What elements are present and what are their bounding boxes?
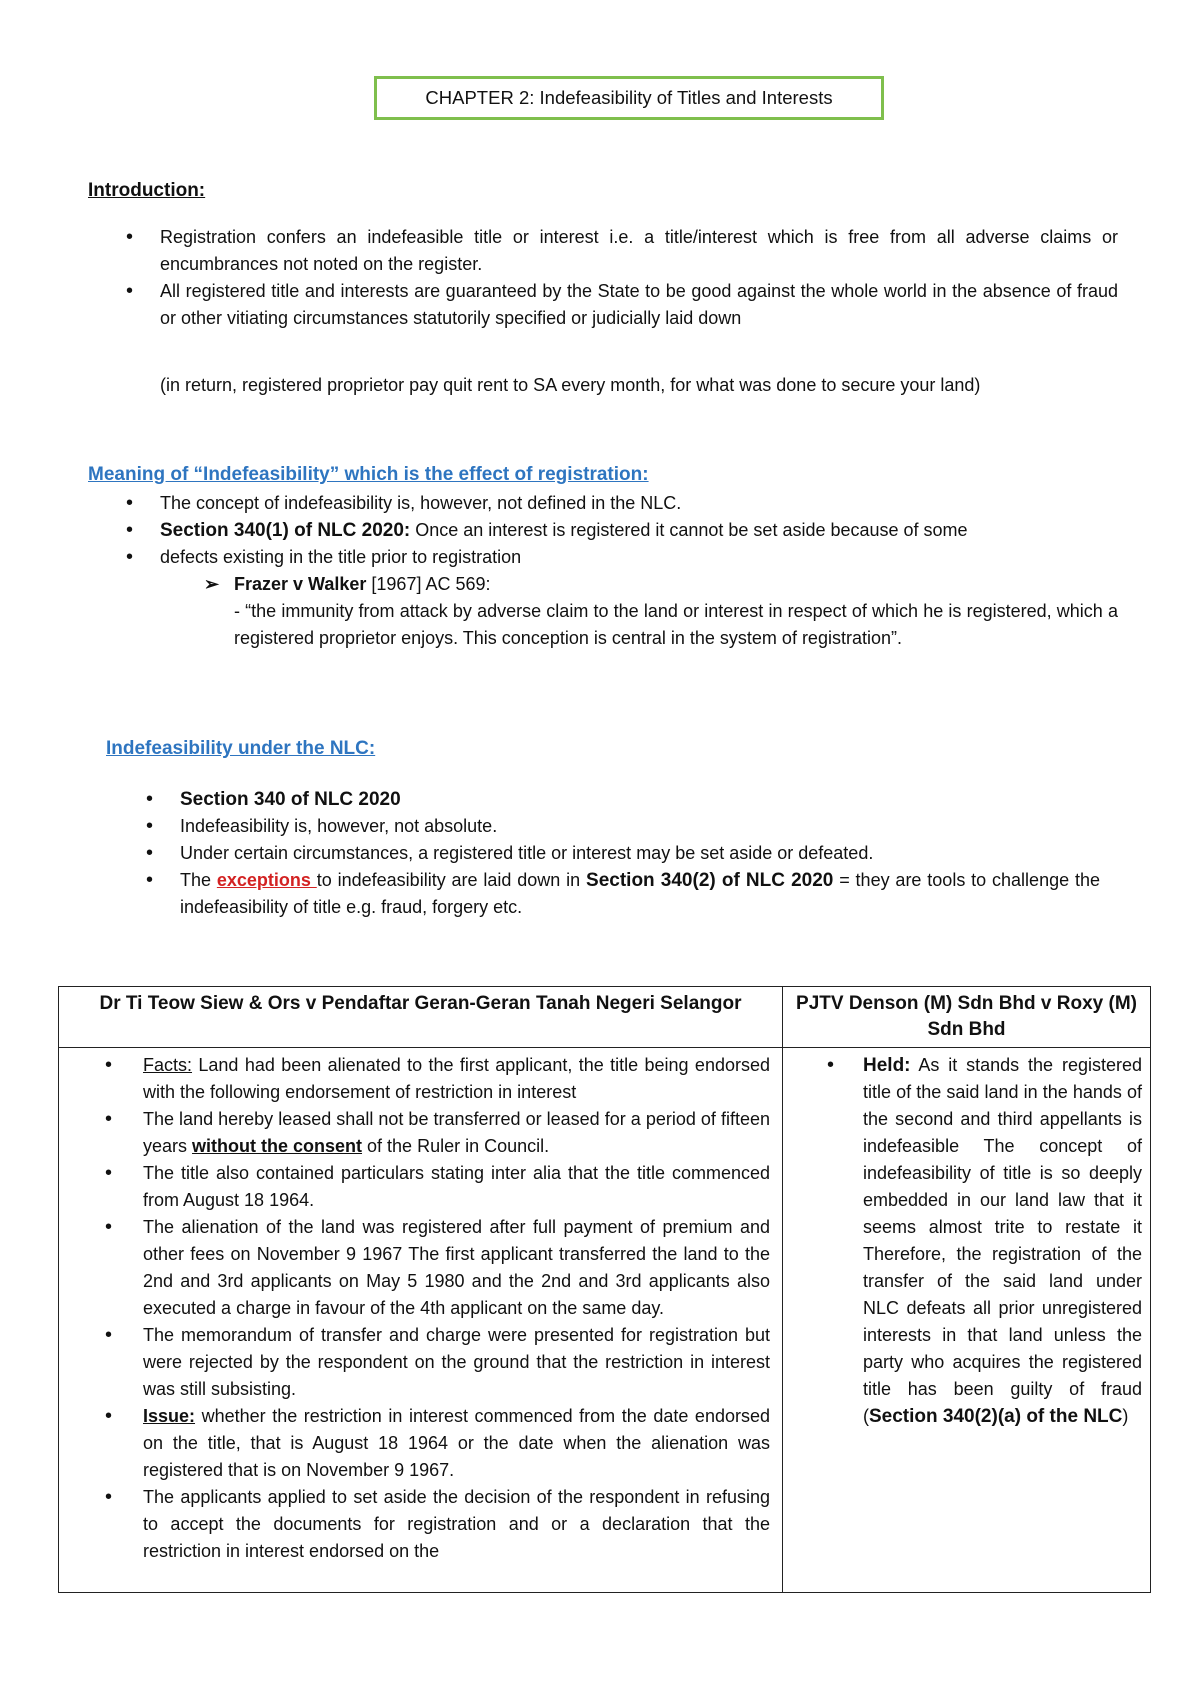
list-item: • The title also contained particulars stating inter alia that the title commenced from August 18 1964. — [143, 1160, 770, 1214]
case-quote: - “the immunity from attack by adverse claim to the land or interest in respect of which he is registered, which a registered proprietor enjoys. This conception is central in the system of registration”. — [234, 601, 1118, 648]
chapter-title-box — [374, 76, 884, 120]
list-item: • The concept of indefeasibility is, however, not defined in the NLC. — [160, 490, 1120, 517]
list-item: • All registered title and interests are guaranteed by the State to be good against the whole world in the absence of fraud or other vitiating circumstances statutorily specified or judicially laid down — [160, 278, 1118, 332]
nlc-heading: Indefeasibility under the NLC: — [106, 738, 376, 759]
case-citation: [1967] AC 569: — [366, 574, 491, 594]
list-item: • The alienation of the land was registered after full payment of premium and other fees on November 9 1967 The first applicant transferred the land to the 2nd and 3rd applicants on May 5 1980 and the 2nd and 3rd applicants also executed a charge in favour of the 4th applicant on the same day. — [143, 1214, 770, 1322]
list-item: • Held: As it stands the registered title of the said land in the hands of the second and third appellants is indefeasible The concept of indefeasibility of title is so deeply embedded in our land law that it seems almost trite to restate it Therefore, the registration of the transfer of the said land under NLC defeats all prior unregistered interests in that land unless the party who acquires the registered title has been guilty of fraud (Section 340(2)(a) of the NLC) — [863, 1052, 1142, 1430]
list-item: • defects existing in the title prior to registration — [160, 544, 1120, 571]
case-facts-list — [59, 1052, 782, 1565]
list-item: • The applicants applied to set aside the decision of the respondent in refusing to accept the documents for registration and or a declaration that the restriction in interest endorsed on the — [143, 1484, 770, 1565]
table-header-row — [59, 987, 1151, 1048]
nlc-list — [180, 786, 1100, 921]
introduction-heading: Introduction: — [88, 180, 206, 201]
introduction-note: (in return, registered proprietor pay quit rent to SA every month, for what was done to secure your land) — [160, 375, 981, 395]
introduction-list — [160, 224, 1118, 332]
case-facts-cell — [59, 1048, 783, 1593]
list-item: • Section 340(1) of NLC 2020: Once an interest is registered it cannot be set aside because of some — [160, 517, 1120, 544]
list-item: • Indefeasibility is, however, not absolute. — [180, 813, 1100, 840]
list-item: • Section 340 of NLC 2020 — [180, 786, 1100, 813]
list-item: • Under certain circumstances, a registered title or interest may be set aside or defeated. — [180, 840, 1100, 867]
meaning-heading: Meaning of “Indefeasibility” which is the effect of registration: — [88, 464, 649, 485]
list-item: • Registration confers an indefeasible title or interest i.e. a title/interest which is free from all adverse claims or encumbrances not noted on the register. — [160, 224, 1118, 278]
case-held-cell — [783, 1048, 1151, 1593]
case-name: Frazer v Walker — [234, 574, 367, 594]
list-item: • The exceptions to indefeasibility are laid down in Section 340(2) of NLC 2020 = they are tools to challenge the indefeasibility of title e.g. fraud, forgery etc. — [180, 867, 1100, 921]
exceptions-highlight: exceptions — [216, 870, 317, 890]
chapter-title: CHAPTER 2: Indefeasibility of Titles and Interests — [425, 87, 833, 108]
table-row — [59, 1048, 1151, 1593]
list-item: • The land hereby leased shall not be transferred or leased for a period of fifteen years without the consent of the Ruler in Council. — [143, 1106, 770, 1160]
list-item: • The memorandum of transfer and charge were presented for registration but were rejected by the respondent on the ground that the restriction in interest was still subsisting. — [143, 1322, 770, 1403]
case-header-pjtv-denson: PJTV Denson (M) Sdn Bhd v Roxy (M) Sdn Bhd — [783, 987, 1151, 1048]
list-item: • Facts: Land had been alienated to the first applicant, the title being endorsed with the following endorsement of restriction in interest — [143, 1052, 770, 1106]
case-header-ti-teow-siew: Dr Ti Teow Siew & Ors v Pendaftar Geran-Geran Tanah Negeri Selangor — [59, 987, 783, 1048]
cases-table — [58, 986, 1151, 1593]
meaning-list — [160, 490, 1120, 571]
case-frazer — [204, 571, 1118, 598]
list-item: • Issue: whether the restriction in interest commenced from the date endorsed on the title, that is August 18 1964 or the date when the alienation was registered that is on November 9 1967. — [143, 1403, 770, 1484]
case-held-list — [783, 1052, 1150, 1430]
arrow-icon: ➢ — [204, 574, 220, 594]
